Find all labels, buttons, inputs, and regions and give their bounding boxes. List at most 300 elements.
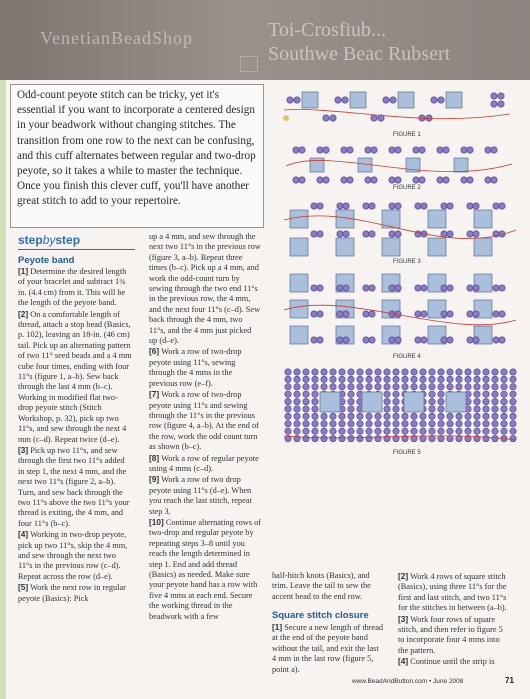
- seed-bead: [341, 147, 347, 153]
- step-text: Continue alternating rows of two-drop and regular peyote by repeating steps 3–8 until you reach the length determined in step 1. End and add thread (Basics) as needed. Make sure your peyote band has a row with five 4 mms at each end. Secure the working thread in the beadwork with a few: [149, 517, 262, 621]
- seed-bead: [339, 369, 345, 375]
- seed-bead: [510, 435, 516, 441]
- cube-bead: [446, 392, 466, 412]
- seed-bead: [330, 384, 336, 390]
- seed-bead: [467, 231, 473, 237]
- seed-bead: [492, 369, 498, 375]
- seed-bead: [342, 97, 348, 103]
- figure-3-diagram: [280, 200, 520, 260]
- seed-bead: [384, 376, 390, 382]
- seed-bead: [467, 203, 473, 209]
- seed-bead: [339, 376, 345, 382]
- seed-bead: [420, 384, 426, 390]
- step-text: Determine the desired length of your bracelet and subtract 1¾ in. (4.4 cm) from it. This will be the length of the peyote band.: [18, 267, 127, 308]
- step-text: Work 4 rows of square stitch (Basics), using three 11°s for the first and last stitch, and two 11°s for the stitches in between (a–b).: [398, 572, 507, 613]
- seed-bead: [473, 231, 479, 237]
- seed-bead: [339, 384, 345, 390]
- step-number: [6]: [149, 346, 160, 357]
- seed-bead: [389, 285, 395, 291]
- seed-bead: [492, 376, 498, 382]
- seed-bead: [491, 147, 497, 153]
- seed-bead: [303, 406, 309, 412]
- cube-bead: [428, 238, 446, 256]
- seed-bead: [285, 384, 291, 390]
- seed-bead: [303, 421, 309, 427]
- seed-bead: [389, 177, 395, 183]
- seed-bead: [501, 398, 507, 404]
- seed-bead: [393, 406, 399, 412]
- seed-bead: [317, 231, 323, 237]
- seed-bead: [510, 421, 516, 427]
- seed-bead: [363, 231, 369, 237]
- seed-bead: [293, 177, 299, 183]
- seed-bead: [447, 285, 453, 291]
- seed-bead: [393, 384, 399, 390]
- page-header-photo: [0, 0, 530, 80]
- seed-bead: [493, 285, 499, 291]
- seed-bead: [369, 311, 375, 317]
- seed-bead: [402, 376, 408, 382]
- seed-bead: [330, 369, 336, 375]
- seed-bead: [474, 413, 480, 419]
- seed-bead: [369, 337, 375, 343]
- step-paragraph: [398, 571, 510, 614]
- seed-bead: [501, 369, 507, 375]
- seed-bead: [339, 435, 345, 441]
- seed-bead: [501, 428, 507, 434]
- figure-5-label: FIGURE 5: [393, 450, 421, 456]
- seed-bead: [465, 384, 471, 390]
- seed-bead: [343, 311, 349, 317]
- seed-bead: [438, 391, 444, 397]
- seed-bead: [348, 384, 354, 390]
- seed-bead: [393, 421, 399, 427]
- seed-bead: [492, 406, 498, 412]
- seed-bead: [389, 337, 395, 343]
- seed-bead: [461, 147, 467, 153]
- figure-4-diagram: [280, 270, 520, 352]
- stop-bead: [283, 115, 289, 121]
- cube-bead: [290, 238, 308, 256]
- heading-rule: [18, 249, 135, 250]
- step-text: Working in two-drop peyote, pick up two 11°s, skip the 4 mm, and sew through the next two 11°s in the previous row (c–d). Repeat across the row (d–e).: [18, 530, 128, 581]
- seed-bead: [393, 398, 399, 404]
- seed-bead: [312, 428, 318, 434]
- seed-bead: [474, 384, 480, 390]
- seed-bead: [363, 311, 369, 317]
- cube-bead: [398, 92, 414, 108]
- seed-bead: [429, 376, 435, 382]
- seed-bead: [485, 177, 491, 183]
- seed-bead: [375, 435, 381, 441]
- seed-bead: [321, 435, 327, 441]
- seed-bead: [375, 376, 381, 382]
- seed-bead: [474, 391, 480, 397]
- seed-bead: [499, 337, 505, 343]
- seed-bead: [371, 115, 377, 121]
- seed-bead: [467, 285, 473, 291]
- step-text: up a 4 mm, and sew through the next two 11°s in the previous row (figure 3, a–b). Repeat three times (b–c). Pick up a 4 mm, and work the odd-count turn by sewing through the two end 11°s in the previous row, the 4 mm, and the next four 11°s (c–d). Sew back through the 4 mm, two 11°s, and the 4 mm just picked up (d–e).: [149, 232, 261, 346]
- seed-bead: [485, 147, 491, 153]
- seed-bead: [411, 421, 417, 427]
- step-by-step-heading: [18, 233, 80, 247]
- seed-bead: [491, 101, 497, 107]
- seed-bead: [499, 311, 505, 317]
- seed-bead: [321, 428, 327, 434]
- step-text: Work a row of two drop peyote using 11°s (d–e). When you reach the last stitch, repeat step 3.: [149, 475, 252, 516]
- seed-bead: [395, 177, 401, 183]
- seed-bead: [501, 413, 507, 419]
- seed-bead: [429, 398, 435, 404]
- seed-bead: [317, 285, 323, 291]
- seed-bead: [474, 421, 480, 427]
- seed-bead: [384, 398, 390, 404]
- seed-bead: [395, 337, 401, 343]
- seed-bead: [438, 435, 444, 441]
- seed-bead: [510, 428, 516, 434]
- seed-bead: [383, 97, 389, 103]
- figure-1-diagram: [280, 88, 520, 130]
- seed-bead: [421, 337, 427, 343]
- seed-bead: [303, 435, 309, 441]
- step-number: [5]: [18, 582, 29, 593]
- header-right-text: [268, 18, 518, 66]
- seed-bead: [415, 285, 421, 291]
- cube-bead: [290, 326, 308, 344]
- seed-bead: [419, 177, 425, 183]
- seed-bead: [467, 337, 473, 343]
- seed-bead: [438, 428, 444, 434]
- step-text: On a comfortable length of thread, attach a stop bead (Basics, p. 102), leaving an 18-in. (46 cm) tail. Pick up an alternating pattern of two 11° seed beads and a 4 mm cube four times, ending with four 11°s (figure 1, a–b). Sew back through the last 4 mm (b–c). Working in modified flat two-drop peyote stitch (Stitch Workshop, p. 32), pick up two 11°s, and sew through the next 4 mm (c–d). Repeat twice (d–e).: [18, 309, 132, 444]
- step-text: Work four rows of square stitch, and then refer to figure 5 to incorporate four 4 mms into the pattern.: [398, 614, 503, 655]
- seed-bead: [456, 428, 462, 434]
- seed-bead: [393, 369, 399, 375]
- seed-bead: [465, 428, 471, 434]
- figure-2-label: FIGURE 2: [393, 185, 421, 191]
- thread-path: [284, 110, 510, 119]
- step-paragraph: [398, 656, 510, 667]
- seed-bead: [438, 97, 444, 103]
- seed-bead: [371, 177, 377, 183]
- by-word: by: [42, 233, 56, 247]
- step-number: [9]: [149, 474, 160, 485]
- seed-bead: [312, 369, 318, 375]
- seed-bead: [483, 384, 489, 390]
- seed-bead: [369, 203, 375, 209]
- intro-box: [10, 84, 264, 228]
- step-paragraph: [398, 614, 510, 657]
- header-tag: [240, 56, 258, 72]
- figure-5-diagram: [280, 366, 520, 446]
- seed-bead: [343, 231, 349, 237]
- seed-bead: [312, 406, 318, 412]
- seed-bead: [363, 203, 369, 209]
- seed-bead: [510, 376, 516, 382]
- cube-bead: [446, 92, 462, 108]
- seed-bead: [483, 413, 489, 419]
- seed-bead: [483, 376, 489, 382]
- seed-bead: [465, 421, 471, 427]
- seed-bead: [294, 391, 300, 397]
- seed-bead: [492, 413, 498, 419]
- seed-bead: [498, 101, 504, 107]
- seed-bead: [375, 384, 381, 390]
- seed-bead: [474, 398, 480, 404]
- step-number: [2]: [398, 571, 409, 581]
- seed-bead: [357, 369, 363, 375]
- seed-bead: [411, 376, 417, 382]
- thread-path: [284, 436, 516, 440]
- seed-bead: [492, 428, 498, 434]
- seed-bead: [303, 428, 309, 434]
- seed-bead: [492, 398, 498, 404]
- seed-bead: [510, 391, 516, 397]
- seed-bead: [330, 421, 336, 427]
- step-number: [3]: [18, 444, 29, 455]
- seed-bead: [330, 115, 336, 121]
- seed-bead: [299, 147, 305, 153]
- step-paragraph: [18, 266, 132, 309]
- seed-bead: [483, 398, 489, 404]
- seed-bead: [510, 384, 516, 390]
- seed-bead: [384, 406, 390, 412]
- seed-bead: [366, 376, 372, 382]
- seed-bead: [467, 147, 473, 153]
- cube-bead: [290, 210, 308, 228]
- seed-bead: [337, 203, 343, 209]
- seed-bead: [395, 147, 401, 153]
- step-number: [8]: [149, 452, 160, 463]
- step-paragraph: [149, 389, 261, 452]
- step-number: [2]: [18, 308, 29, 319]
- seed-bead: [311, 203, 317, 209]
- seed-bead: [501, 406, 507, 412]
- seed-bead: [456, 384, 462, 390]
- seed-bead: [473, 285, 479, 291]
- seed-bead: [438, 369, 444, 375]
- seed-bead: [343, 337, 349, 343]
- seed-bead: [294, 406, 300, 412]
- seed-bead: [447, 384, 453, 390]
- seed-bead: [384, 428, 390, 434]
- header-right-line1: Toi-Crosfiub...: [268, 19, 387, 41]
- seed-bead: [384, 435, 390, 441]
- seed-bead: [311, 231, 317, 237]
- seed-bead: [429, 384, 435, 390]
- seed-bead: [492, 421, 498, 427]
- seed-bead: [393, 391, 399, 397]
- seed-bead: [303, 398, 309, 404]
- step-word-2: step: [55, 233, 81, 247]
- seed-bead: [456, 413, 462, 419]
- seed-bead: [323, 115, 329, 121]
- seed-bead: [330, 413, 336, 419]
- seed-bead: [321, 369, 327, 375]
- seed-bead: [363, 337, 369, 343]
- seed-bead: [339, 428, 345, 434]
- seed-bead: [473, 337, 479, 343]
- cube-bead: [290, 300, 308, 318]
- seed-bead: [467, 311, 473, 317]
- seed-bead: [337, 231, 343, 237]
- figure-1-label: FIGURE 1: [393, 132, 421, 138]
- seed-bead: [483, 435, 489, 441]
- seed-bead: [330, 428, 336, 434]
- seed-bead: [437, 177, 443, 183]
- seed-bead: [437, 147, 443, 153]
- seed-bead: [419, 147, 425, 153]
- seed-bead: [510, 398, 516, 404]
- seed-bead: [483, 369, 489, 375]
- seed-bead: [357, 376, 363, 382]
- figure-4-label: FIGURE 4: [393, 354, 421, 360]
- seed-bead: [357, 435, 363, 441]
- seed-bead: [294, 369, 300, 375]
- seed-bead: [456, 421, 462, 427]
- column-2: [149, 232, 261, 622]
- cube-bead: [290, 274, 308, 292]
- seed-bead: [402, 413, 408, 419]
- seed-bead: [429, 391, 435, 397]
- seed-bead: [411, 369, 417, 375]
- column-3: [272, 571, 384, 602]
- seed-bead: [395, 285, 401, 291]
- cube-bead: [350, 92, 366, 108]
- seed-bead: [411, 384, 417, 390]
- seed-bead: [465, 369, 471, 375]
- seed-bead: [415, 203, 421, 209]
- seed-bead: [343, 285, 349, 291]
- seed-bead: [366, 421, 372, 427]
- seed-bead: [366, 413, 372, 419]
- seed-bead: [421, 203, 427, 209]
- cube-bead: [474, 210, 492, 228]
- seed-bead: [492, 435, 498, 441]
- step-text: Work the next row in regular peyote (Basics): Pick: [18, 583, 126, 603]
- seed-bead: [447, 421, 453, 427]
- seed-bead: [393, 428, 399, 434]
- step-number: [4]: [398, 656, 409, 667]
- seed-bead: [501, 376, 507, 382]
- step-number: [3]: [398, 613, 409, 624]
- seed-bead: [447, 435, 453, 441]
- step-number: [1]: [18, 266, 29, 276]
- seed-bead: [501, 384, 507, 390]
- seed-bead: [402, 428, 408, 434]
- seed-bead: [357, 428, 363, 434]
- seed-bead: [375, 428, 381, 434]
- seed-bead: [447, 311, 453, 317]
- seed-bead: [420, 376, 426, 382]
- column-1: [18, 266, 132, 604]
- seed-bead: [467, 177, 473, 183]
- seed-bead: [413, 147, 419, 153]
- seed-bead: [441, 337, 447, 343]
- seed-bead: [285, 391, 291, 397]
- seed-bead: [348, 428, 354, 434]
- seed-bead: [474, 406, 480, 412]
- seed-bead: [491, 177, 497, 183]
- seed-bead: [429, 413, 435, 419]
- seed-bead: [510, 406, 516, 412]
- step-paragraph: [18, 529, 132, 582]
- seed-bead: [285, 398, 291, 404]
- seed-bead: [312, 413, 318, 419]
- seed-bead: [363, 285, 369, 291]
- step-text: Continue until the strip is: [408, 657, 495, 667]
- seed-bead: [366, 384, 372, 390]
- seed-bead: [413, 177, 419, 183]
- seed-bead: [347, 177, 353, 183]
- seed-bead: [357, 384, 363, 390]
- seed-bead: [312, 435, 318, 441]
- seed-bead: [438, 406, 444, 412]
- seed-bead: [287, 97, 293, 103]
- seed-bead: [456, 376, 462, 382]
- seed-bead: [447, 428, 453, 434]
- step-word-1: step: [18, 233, 43, 247]
- seed-bead: [366, 435, 372, 441]
- seed-bead: [443, 147, 449, 153]
- cube-bead: [474, 238, 492, 256]
- seed-bead: [447, 337, 453, 343]
- cube-bead: [454, 158, 468, 172]
- seed-bead: [441, 311, 447, 317]
- seed-bead: [420, 369, 426, 375]
- seed-bead: [337, 285, 343, 291]
- seed-bead: [357, 421, 363, 427]
- seed-bead: [285, 369, 291, 375]
- step-paragraph: [18, 309, 132, 445]
- seed-bead: [312, 391, 318, 397]
- col3-text: half-hitch knots (Basics), and trim. Leave the tail to sew the accent bead to the end row.: [272, 571, 371, 601]
- step-paragraph: [18, 582, 132, 604]
- seed-bead: [456, 369, 462, 375]
- seed-bead: [348, 391, 354, 397]
- seed-bead: [312, 384, 318, 390]
- seed-bead: [357, 413, 363, 419]
- seed-bead: [429, 406, 435, 412]
- seed-bead: [483, 391, 489, 397]
- seed-bead: [366, 369, 372, 375]
- green-edge-strip: [0, 80, 6, 699]
- seed-bead: [371, 147, 377, 153]
- seed-bead: [369, 285, 375, 291]
- seed-bead: [303, 384, 309, 390]
- seed-bead: [438, 398, 444, 404]
- seed-bead: [402, 421, 408, 427]
- seed-bead: [285, 413, 291, 419]
- seed-bead: [321, 384, 327, 390]
- seed-bead: [498, 93, 504, 99]
- seed-bead: [438, 413, 444, 419]
- seed-bead: [483, 428, 489, 434]
- seed-bead: [483, 421, 489, 427]
- step-paragraph: [18, 445, 132, 529]
- seed-bead: [447, 369, 453, 375]
- seed-bead: [393, 413, 399, 419]
- seed-bead: [483, 406, 489, 412]
- cube-bead: [428, 210, 446, 228]
- seed-bead: [312, 398, 318, 404]
- seed-bead: [343, 203, 349, 209]
- seed-bead: [402, 384, 408, 390]
- seed-bead: [411, 413, 417, 419]
- seed-bead: [347, 147, 353, 153]
- seed-bead: [429, 428, 435, 434]
- seed-bead: [474, 428, 480, 434]
- step-text: Work a row of two-drop peyote using 11°s, sewing through the 4 mms in the previous row (e–f).: [149, 347, 242, 388]
